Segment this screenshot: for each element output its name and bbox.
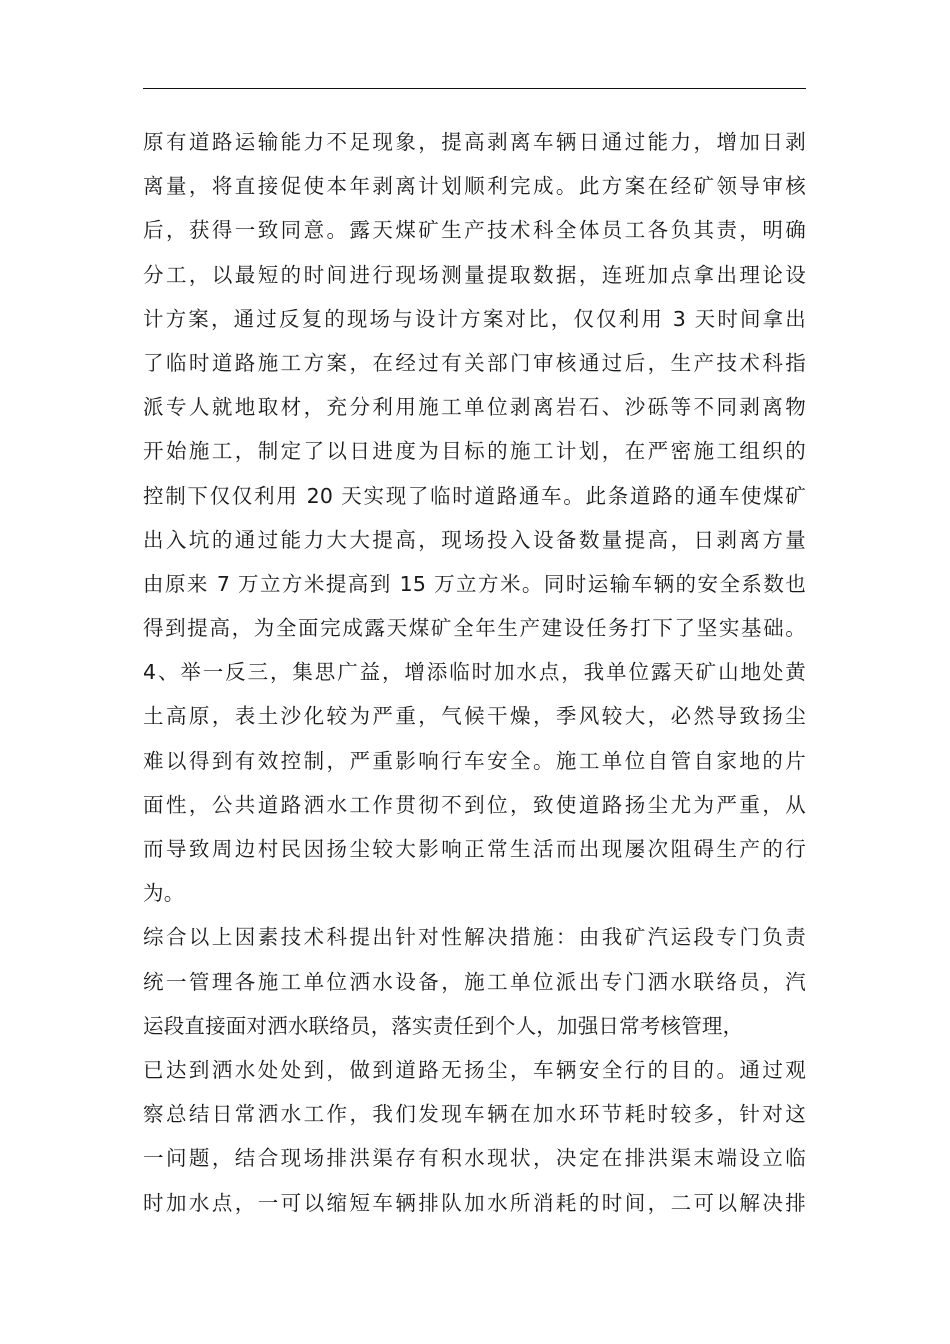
text-line: 为。 [143, 881, 185, 906]
text-line: 计方案，通过反复的现场与设计方案对比，仅仅利用 3 天时间拿出 [143, 306, 806, 331]
text-line: 分工，以最短的时间进行现场测量提取数据，连班加点拿出理论设 [143, 262, 806, 287]
text-line: 时加水点，一可以缩短车辆排队加水所消耗的时间，二可以解决排 [143, 1190, 806, 1215]
text-line: 离量，将直接促使本年剥离计划顺利完成。此方案在经矿领导审核 [143, 174, 806, 199]
text-line: 派专人就地取材，充分利用施工单位剥离岩石、沙砾等不同剥离物 [143, 395, 806, 420]
text-line: 开始施工，制定了以日进度为目标的施工计划，在严密施工组织的 [143, 439, 806, 464]
text-line: 综合以上因素技术科提出针对性解决措施：由我矿汽运段专门负责 [143, 925, 806, 950]
text-line: 而导致周边村民因扬尘较大影响正常生活而出现屡次阻碍生产的行 [143, 837, 806, 861]
text-line: 了临时道路施工方案，在经过有关部门审核通过后，生产技术科指 [143, 350, 806, 375]
text-line: 已达到洒水处处到，做到道路无扬尘，车辆安全行的目的。通过观 [143, 1057, 806, 1082]
text-line: 由原来 7 万立方米提高到 15 万立方米。同时运输车辆的安全系数也 [143, 571, 806, 596]
text-line: 土高原，表土沙化较为严重，气候干燥，季风较大，必然导致扬尘 [143, 704, 806, 729]
text-line: 运段直接面对洒水联络员，落实责任到个人，加强日常考核管理， [143, 1013, 744, 1038]
text-line: 出入坑的通过能力大大提高，现场投入设备数量提高，日剥离方量 [143, 527, 806, 552]
text-line: 面性，公共道路洒水工作贯彻不到位，致使道路扬尘尤为严重，从 [143, 792, 806, 817]
header-rule [143, 88, 806, 89]
text-line: 统一管理各施工单位洒水设备，施工单位派出专门洒水联络员，汽 [143, 969, 806, 994]
text-line: 4、举一反三，集思广益，增添临时加水点，我单位露天矿山地处黄 [143, 660, 806, 685]
text-line: 控制下仅仅利用 20 天实现了临时道路通车。此条道路的通车使煤矿 [143, 483, 806, 508]
body-text [143, 120, 806, 1225]
text-line: 一问题，结合现场排洪渠存有积水现状，决定在排洪渠末端设立临 [143, 1146, 806, 1171]
text-line: 察总结日常洒水工作，我们发现车辆在加水环节耗时较多，针对这 [143, 1102, 806, 1127]
text-line: 难以得到有效控制，严重影响行车安全。施工单位自管自家地的片 [143, 748, 806, 773]
text-line: 后，获得一致同意。露天煤矿生产技术科全体员工各负其责，明确 [143, 218, 806, 243]
text-line: 原有道路运输能力不足现象，提高剥离车辆日通过能力，增加日剥 [143, 130, 806, 154]
text-line: 得到提高，为全面完成露天煤矿全年生产建设任务打下了坚实基础。 [143, 616, 806, 641]
